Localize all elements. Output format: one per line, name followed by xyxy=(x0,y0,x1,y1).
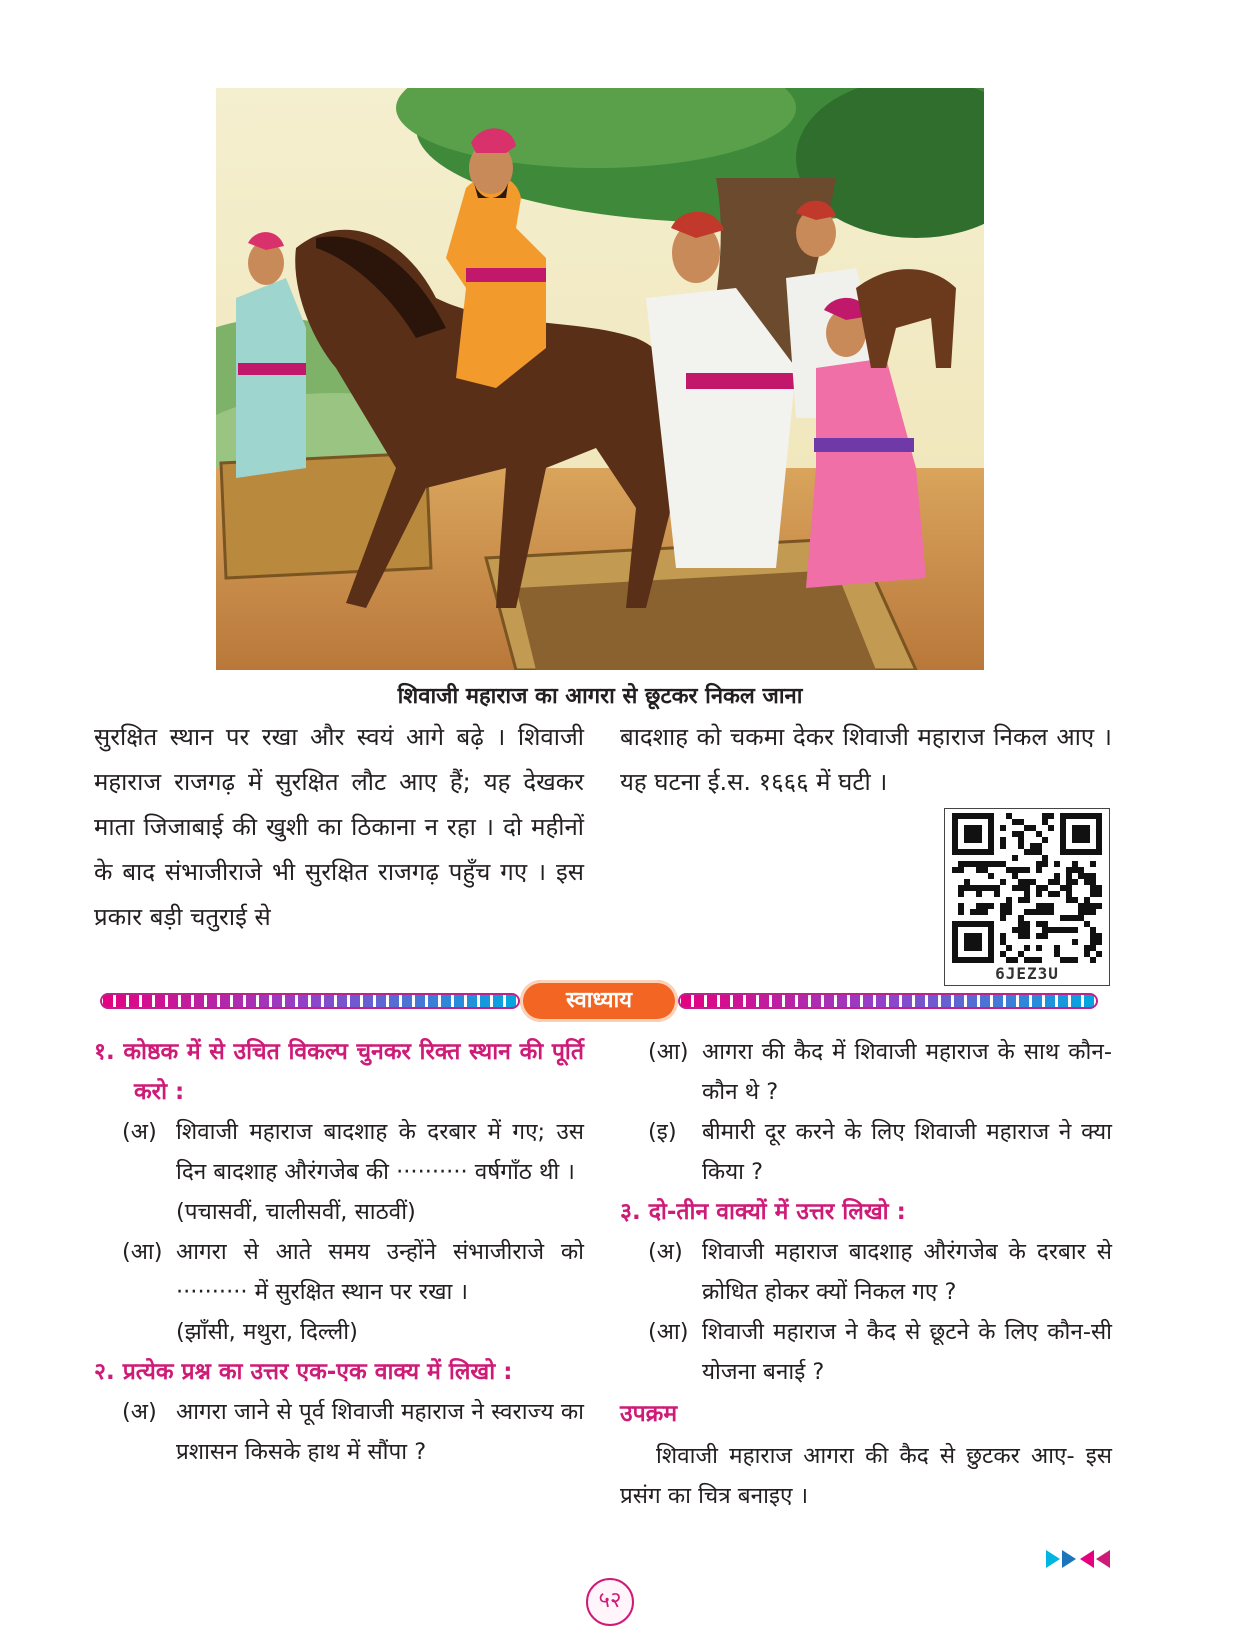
item-tag: (अ) xyxy=(648,1239,683,1265)
item-text: आगरा से आते समय उन्होंने संभाजीराजे को ·········· में सुरक्षित स्थान पर रखा । xyxy=(176,1239,584,1305)
item-tag: (अ) xyxy=(122,1119,157,1145)
question-3-title: दो-तीन वाक्यों में उत्तर लिखो : xyxy=(648,1199,906,1225)
story-text-right: बादशाह को चकमा देकर शिवाजी महाराज निकल आए । यह घटना ई.स. १६६६ में घटी । xyxy=(620,723,1112,796)
item-options: (पचासवीं, चालीसवीं, साठवीं) xyxy=(176,1199,416,1225)
illustration-caption: शिवाजी महाराज का आगरा से छूटकर निकल जाना xyxy=(397,684,803,709)
item-text: शिवाजी महाराज बादशाह के दरबार में गए; उस दिन बादशाह औरंगजेब की ·········· वर्षगाँठ थी । xyxy=(176,1119,584,1185)
item-text: शिवाजी महाराज बादशाह औरंगजेब के दरबार से क्रोधित होकर क्यों निकल गए ? xyxy=(702,1239,1112,1305)
item-text: बीमारी दूर करने के लिए शिवाजी महाराज ने क्या किया ? xyxy=(702,1119,1112,1185)
item-tag: (आ) xyxy=(648,1039,689,1065)
decorative-chain-left xyxy=(100,993,520,1009)
item-text: शिवाजी महाराज ने कैद से छूटने के लिए कौन-सी योजना बनाई ? xyxy=(702,1319,1112,1385)
upakram-text: शिवाजी महाराज आगरा की कैद से छुटकर आए- इस प्रसंग का चित्र बनाइए । xyxy=(620,1443,1112,1509)
question-3-heading xyxy=(620,1192,1112,1232)
question-3-item-a xyxy=(620,1232,1112,1312)
question-1-title: कोष्ठक में से उचित विकल्प चुनकर रिक्त स्थान की पूर्ति करो : xyxy=(123,1039,584,1105)
qr-code[interactable] xyxy=(944,808,1110,986)
question-3-item-aa xyxy=(620,1312,1112,1392)
qr-code-label: 6JEZ3U xyxy=(995,964,1059,983)
page-number: ५२ xyxy=(586,1578,634,1626)
question-1-item-aa xyxy=(94,1232,584,1352)
swadhyay-label: स्वाध्याय xyxy=(520,980,678,1022)
illustration-shivaji-escape xyxy=(216,88,984,670)
item-options: (झाँसी, मथुरा, दिल्ली) xyxy=(176,1319,358,1345)
item-text: आगरा की कैद में शिवाजी महाराज के साथ कौन-कौन थे ? xyxy=(702,1039,1112,1105)
exercise-column-right xyxy=(620,1032,1112,1516)
decorative-arrows-icon xyxy=(1046,1548,1110,1574)
question-2-title: प्रत्येक प्रश्न का उत्तर एक-एक वाक्य में लिखो : xyxy=(122,1359,513,1385)
item-text: आगरा जाने से पूर्व शिवाजी महाराज ने स्वराज्य का प्रशासन किसके हाथ में सौंपा ? xyxy=(176,1399,584,1465)
story-text-left: सुरक्षित स्थान पर रखा और स्वयं आगे बढ़े । शिवाजी महाराज राजगढ़ में सुरक्षित लौट आए हैं; यह देखकर माता जिजाबाई की खुशी का ठिकाना न रहा । दो महीनों के बाद संभाजीराजे भी सुरक्षित राजगढ़ पहुँच गए । इस प्रकार बड़ी चतुराई से xyxy=(94,723,584,931)
question-1-heading xyxy=(94,1032,584,1112)
item-tag: (आ) xyxy=(122,1239,163,1265)
question-3-number: ३. xyxy=(620,1199,641,1225)
exercise-column-left xyxy=(94,1032,584,1472)
question-2-heading xyxy=(94,1352,584,1392)
item-tag: (इ) xyxy=(648,1119,677,1145)
qr-code-pattern xyxy=(952,813,1102,963)
swadhyay-band xyxy=(100,980,1098,1022)
question-2-item-aa xyxy=(620,1032,1112,1112)
question-2-item-a xyxy=(94,1392,584,1472)
illustration-graphic xyxy=(216,88,984,670)
item-tag: (आ) xyxy=(648,1319,689,1345)
question-2-item-i xyxy=(620,1112,1112,1192)
item-tag: (अ) xyxy=(122,1399,157,1425)
upakram-heading: उपक्रम xyxy=(620,1401,678,1427)
question-2-number: २. xyxy=(94,1359,115,1385)
decorative-chain-right xyxy=(678,993,1098,1009)
question-1-number: १. xyxy=(94,1039,115,1065)
question-1-item-a xyxy=(94,1112,584,1232)
